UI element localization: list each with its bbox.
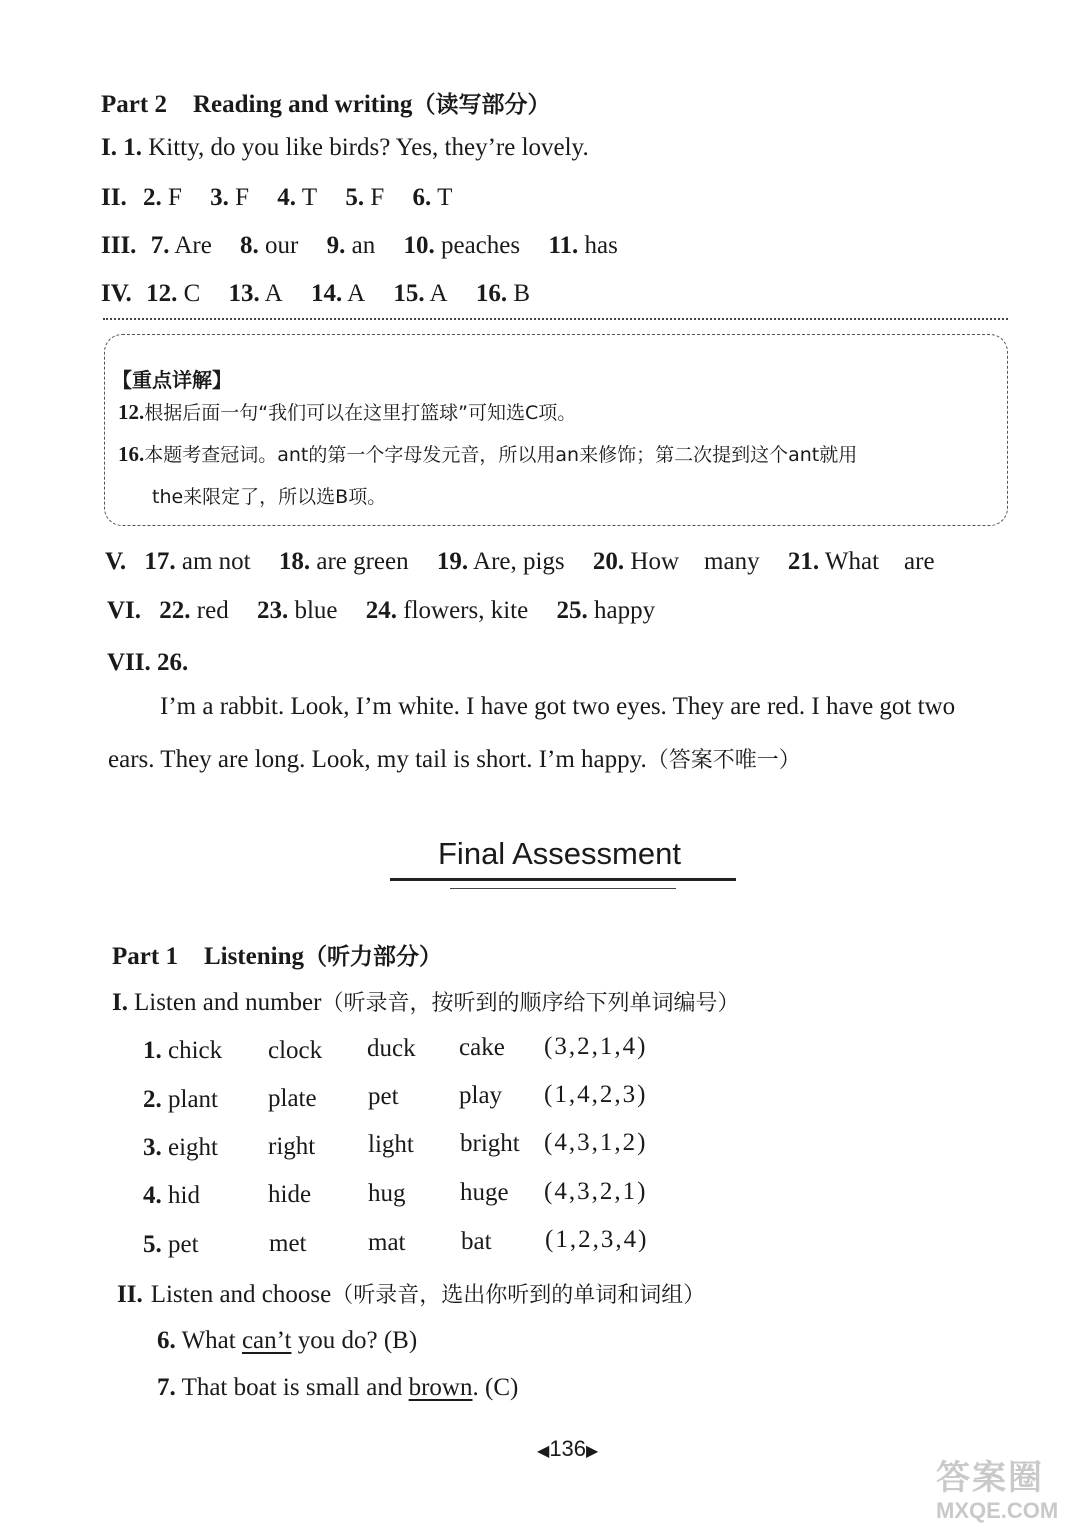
watermark-cn: 答案圈 [936, 1458, 1044, 1498]
answer-item: 8. our [240, 232, 299, 259]
question-number: 1. [123, 134, 142, 161]
section-numeral: I. [101, 134, 117, 161]
answer-item: 19. Are, pigs [436, 548, 565, 575]
listen-I-heading: I. Listen and number（听录音，按听到的顺序给下列单词编号） [112, 989, 740, 1016]
answer-item: 18. are green [278, 548, 409, 575]
part1-heading [112, 938, 442, 971]
answer-item: 13. A [228, 280, 283, 307]
answer-row-I [101, 134, 589, 162]
answer-row-V [105, 548, 957, 576]
watermark-logo [936, 1458, 1082, 1534]
part2-heading [101, 86, 550, 119]
section-numeral: VII. [107, 649, 151, 676]
part2-label: Part 2 [101, 91, 167, 118]
answer-item: 14. A [310, 280, 366, 307]
answer-row-II [101, 184, 474, 212]
writing-answer-line2: ears. They are long. Look, my tail is short. I’m happy.（答案不唯一） [108, 746, 801, 773]
answer-item: 25. happy [556, 597, 656, 624]
answer-item: 5. F [345, 184, 385, 211]
answer-item: 22. red [159, 597, 229, 624]
part2-title-cn: （读写部分） [412, 92, 551, 118]
answer-item: 20. How many [592, 548, 760, 575]
answer-item: 10. peaches [403, 232, 521, 259]
part1-label: Part 1 [112, 943, 178, 970]
note-16-line2: the来限定了，所以选B项。 [152, 486, 387, 508]
answer-item: 6. T [412, 184, 453, 211]
answer-item: 11. has [548, 232, 618, 259]
title-underline-thin [450, 888, 676, 889]
question-number: 26. [157, 649, 189, 676]
title-underline [390, 878, 736, 881]
final-assessment-title: Final Assessment [438, 836, 681, 871]
page-number: ◀136▶ [537, 1436, 599, 1461]
answer-item: 2. F [142, 184, 182, 211]
section-numeral: II. [101, 184, 127, 211]
section-numeral: V. [105, 548, 127, 575]
answer-item: 21. What are [787, 548, 935, 575]
section-numeral: VI. [107, 597, 142, 624]
answer-item: 24. flowers, kite [365, 597, 529, 624]
part2-title: Reading and writing [192, 91, 413, 118]
dotted-divider [103, 318, 1008, 320]
answer-item: 9. an [326, 232, 376, 259]
answer-item: 23. blue [256, 597, 338, 624]
part1-title: Listening [203, 943, 304, 970]
note-12: 12.根据后面一句“我们可以在这里打篮球”可知选C项。 [118, 400, 577, 424]
answer-row-VII [107, 649, 188, 677]
listen-question-6: 6. What can’t you do? (B) [157, 1327, 418, 1354]
answer-item: 16. B [475, 280, 530, 307]
left-arrow-icon: ◀ [537, 1443, 550, 1460]
answer-item: 7. Are [150, 232, 212, 259]
listen-II-heading: II. Listen and choose（听录音，选出你听到的单词和词组） [117, 1281, 706, 1308]
writing-answer-line1: I’m a rabbit. Look, I’m white. I have got two eyes. They are red. I have got two [160, 693, 956, 720]
answer-row-VI [107, 597, 677, 625]
key-points-title: 【重点详解】 [112, 368, 232, 392]
answer-item: 3. F [210, 184, 250, 211]
right-arrow-icon: ▶ [586, 1443, 599, 1460]
answer-item: 15. A [393, 280, 448, 307]
section-numeral: IV. [101, 280, 132, 307]
watermark-url: MXQE.COM [936, 1498, 1059, 1523]
answer-item: 12. C [146, 280, 201, 307]
listen-question-7: 7. That boat is small and brown. (C) [157, 1374, 519, 1401]
part1-title-cn: （听力部分） [303, 944, 442, 970]
answer-row-IV [101, 280, 552, 308]
answer-item: 17. am not [144, 548, 251, 575]
note-16-line1: 16.本题考查冠词。ant的第一个字母发元音，所以用an来修饰；第二次提到这个ant就用 [118, 442, 858, 466]
answer-item: 4. T [277, 184, 318, 211]
section-numeral: III. [101, 232, 137, 259]
answer-row-III [101, 232, 640, 260]
answer-text: Kitty, do you like birds? Yes, they’re lovely. [148, 134, 589, 161]
